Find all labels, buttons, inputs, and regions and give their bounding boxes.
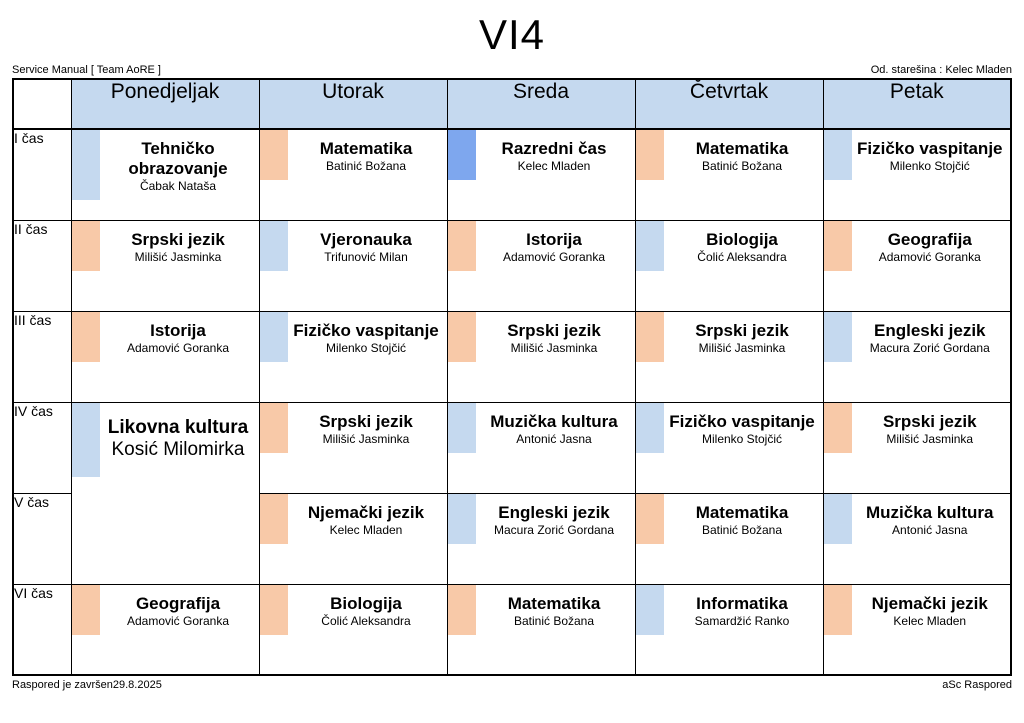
timetable-row [13,584,1011,675]
color-stripe-blue [824,494,852,544]
lesson-cell-srpski-jezik[interactable] [259,402,447,493]
footer-row [0,676,1024,691]
lesson-cell-vjeronauka[interactable] [259,220,447,311]
lesson-teacher: Kelec Mladen [517,159,591,174]
lesson-subject: Srpski jezik [882,411,977,431]
lesson-teacher: Čolić Aleksandra [321,613,411,628]
lesson-cell-istorija[interactable] [447,220,635,311]
lesson-teacher: Batinić Božana [701,159,783,174]
lesson-subject: Vjeronauka [320,229,412,249]
day-header-ponedjeljak: Ponedjeljak [71,79,259,129]
lesson-cell-inner [824,130,1011,180]
lesson-cell-likovna-kultura[interactable] [71,402,259,584]
color-stripe-blue [448,494,476,544]
lesson-teacher: Batinić Božana [513,613,595,628]
lesson-subject: Engleski jezik [498,502,610,522]
lesson-cell-srpski-jezik[interactable] [447,311,635,402]
color-stripe-orange [72,312,100,362]
lesson-subject: Fizičko vaspitanje [669,411,815,431]
lesson-cell-fizicko-vaspitanje[interactable] [823,129,1011,220]
lesson-cell-inner [72,403,259,477]
lesson-teacher: Adamović Goranka [126,340,230,355]
lesson-subject: Geografija [887,229,972,249]
footer-left-note: Raspored je završen29.8.2025 [12,679,162,691]
timetable [12,78,1012,676]
lesson-teacher: Čabak Nataša [139,179,217,194]
lesson-cell-inner [260,130,447,180]
color-stripe-orange [824,403,852,453]
color-stripe-blue [260,221,288,271]
lesson-subject: Informatika [696,593,788,613]
color-stripe-orange [636,312,664,362]
lesson-subject: Razredni čas [501,139,607,158]
lesson-subject: Srpski jezik [319,411,413,431]
lesson-subject: Engleski jezik [874,320,986,340]
lesson-cell-inner [448,403,635,453]
color-stripe-orange [636,130,664,180]
period-label-2: II čas [13,220,71,311]
class-teacher-note: Od. starešina : Kelec Mladen [870,64,1012,76]
lesson-cell-matematika[interactable] [635,493,823,584]
lesson-teacher: Adamović Goranka [502,249,606,264]
lesson-subject: Matematika [695,139,789,158]
lesson-cell-muzicka-kultura[interactable] [447,402,635,493]
lesson-cell-inner [448,130,635,180]
lesson-cell-inner [824,221,1011,271]
color-stripe-blue [72,403,100,477]
lesson-cell-inner [448,221,635,271]
lesson-teacher: Batinić Božana [325,159,407,174]
lesson-subject: Fizičko vaspitanje [857,139,1003,158]
lesson-teacher: Adamović Goranka [878,249,981,264]
timetable-row [13,311,1011,402]
color-stripe-blue [636,403,664,453]
lesson-subject: Matematika [319,139,413,158]
color-stripe-blue [636,585,664,635]
lesson-cell-engleski-jezik[interactable] [823,311,1011,402]
color-stripe-orange [72,221,100,271]
lesson-subject: Istorija [526,229,582,249]
lesson-teacher: Macura Zorić Gordana [869,340,990,355]
lesson-cell-inner [448,585,635,635]
color-stripe-orange [824,585,852,635]
lesson-subject: Srpski jezik [507,320,601,340]
meta-row [0,64,1024,78]
page-title: VI4 [478,11,546,58]
lesson-cell-inner [260,494,447,544]
lesson-cell-inner [448,494,635,544]
color-stripe-orange [260,130,288,180]
period-label-3: III čas [13,311,71,402]
lesson-teacher: Batinić Božana [701,522,783,537]
lesson-cell-srpski-jezik[interactable] [71,220,259,311]
lesson-teacher: Milenko Stojčić [889,159,970,174]
footer-right-note: aSc Raspored [942,679,1012,691]
lesson-cell-inner [636,130,823,180]
lesson-cell-inner [260,403,447,453]
lesson-cell-tehnicko-obrazovanje[interactable] [71,129,259,220]
lesson-subject: Biologija [330,593,402,613]
period-label-1: I čas [13,129,71,220]
lesson-subject: Njemački jezik [307,502,425,522]
lesson-cell-inner [260,221,447,271]
day-header-sreda: Sreda [447,79,635,129]
lesson-cell-inner [636,221,823,271]
lesson-subject: Srpski jezik [131,229,225,249]
color-stripe-orange [72,585,100,635]
lesson-cell-biologija[interactable] [259,584,447,675]
lesson-cell-inner [824,403,1011,453]
lesson-cell-njemacki-jezik[interactable] [259,493,447,584]
period-label-4: IV čas [13,402,71,493]
day-header-cetvrtak: Četvrtak [635,79,823,129]
period-label-6: VI čas [13,584,71,675]
color-stripe-orange [260,494,288,544]
lesson-cell-muzicka-kultura[interactable] [823,493,1011,584]
lesson-cell-inner [72,312,259,362]
lesson-cell-inner [260,312,447,362]
lesson-subject: Matematika [507,593,601,613]
lesson-subject: Srpski jezik [695,320,789,340]
lesson-cell-fizicko-vaspitanje[interactable] [259,311,447,402]
lesson-teacher: Milišić Jasminka [698,340,786,355]
lesson-cell-inner [636,494,823,544]
lesson-cell-inner [72,221,259,271]
color-stripe-orange [824,221,852,271]
lesson-cell-inner [72,130,259,200]
color-stripe-orange [448,585,476,635]
timetable-body [13,129,1011,675]
lesson-cell-fizicko-vaspitanje[interactable] [635,402,823,493]
lesson-cell-inner [636,585,823,635]
lesson-cell-inner [72,585,259,635]
lesson-cell-inner [824,585,1011,635]
color-stripe-blue [260,312,288,362]
lesson-teacher: Antonić Jasna [892,522,968,537]
lesson-cell-inner [260,585,447,635]
lesson-teacher: Samardžić Ranko [694,613,790,628]
lesson-subject: Njemački jezik [871,593,988,613]
lesson-cell-engleski-jezik[interactable] [447,493,635,584]
lesson-cell-geografija[interactable] [823,220,1011,311]
color-stripe-blue [636,221,664,271]
lesson-teacher: Čolić Aleksandra [697,249,787,264]
color-stripe-blue [72,130,100,200]
timetable-wrapper [0,78,1024,676]
lesson-cell-inner [824,494,1011,544]
day-header-row [13,79,1011,129]
lesson-cell-srpski-jezik[interactable] [635,311,823,402]
service-manual-note: Service Manual [ Team AoRE ] [12,64,161,76]
day-header-petak: Petak [823,79,1011,129]
color-stripe-orange [448,312,476,362]
color-stripe-orange [260,403,288,453]
color-stripe-blue [824,130,852,180]
color-stripe-orange [448,221,476,271]
lesson-teacher: Milišić Jasminka [322,431,410,446]
timetable-head [13,79,1011,129]
lesson-teacher: Kelec Mladen [893,613,967,628]
lesson-cell-informatika[interactable] [635,584,823,675]
lesson-teacher: Milenko Stojčić [325,340,407,355]
timetable-row [13,129,1011,220]
lesson-teacher: Milišić Jasminka [134,249,222,264]
lesson-cell-matematika[interactable] [259,129,447,220]
timetable-row [13,402,1011,493]
lesson-cell-njemacki-jezik[interactable] [823,584,1011,675]
lesson-cell-inner [636,403,823,453]
lesson-cell-biologija[interactable] [635,220,823,311]
color-stripe-orange [636,494,664,544]
lesson-teacher: Milišić Jasminka [510,340,598,355]
lesson-cell-inner [636,312,823,362]
corner-header [13,79,71,129]
lesson-cell-inner [448,312,635,362]
lesson-subject: Muzička kultura [865,502,994,522]
lesson-cell-matematika[interactable] [635,129,823,220]
lesson-subject: Fizičko vaspitanje [293,320,439,340]
lesson-cell-razredni-cas[interactable] [447,129,635,220]
lesson-cell-inner [824,312,1011,362]
lesson-cell-istorija[interactable] [71,311,259,402]
lesson-cell-srpski-jezik[interactable] [823,402,1011,493]
lesson-cell-geografija[interactable] [71,584,259,675]
lesson-teacher: Trifunović Milan [324,249,408,264]
lesson-subject: Muzička kultura [490,411,618,431]
lesson-subject: Likovna kultura [107,416,249,438]
lesson-teacher: Adamović Goranka [126,613,230,628]
lesson-subject: Istorija [150,320,206,340]
lesson-teacher: Macura Zorić Gordana [493,522,615,537]
lesson-cell-matematika[interactable] [447,584,635,675]
lesson-subject: Geografija [135,593,221,613]
lesson-teacher: Antonić Jasna [516,431,592,446]
lesson-subject: Matematika [695,502,789,522]
color-stripe-orange [260,585,288,635]
period-label-5: V čas [13,493,71,584]
lesson-teacher: Kelec Mladen [329,522,403,537]
lesson-teacher: Kosić Milomirka [111,438,245,460]
color-stripe-strong-blue [448,130,476,180]
color-stripe-blue [824,312,852,362]
timetable-row [13,220,1011,311]
day-header-utorak: Utorak [259,79,447,129]
lesson-teacher: Milišić Jasminka [886,431,974,446]
lesson-subject: Tehničko obrazovanje [128,139,228,179]
lesson-subject: Biologija [706,229,778,249]
color-stripe-blue [448,403,476,453]
lesson-teacher: Milenko Stojčić [701,431,783,446]
